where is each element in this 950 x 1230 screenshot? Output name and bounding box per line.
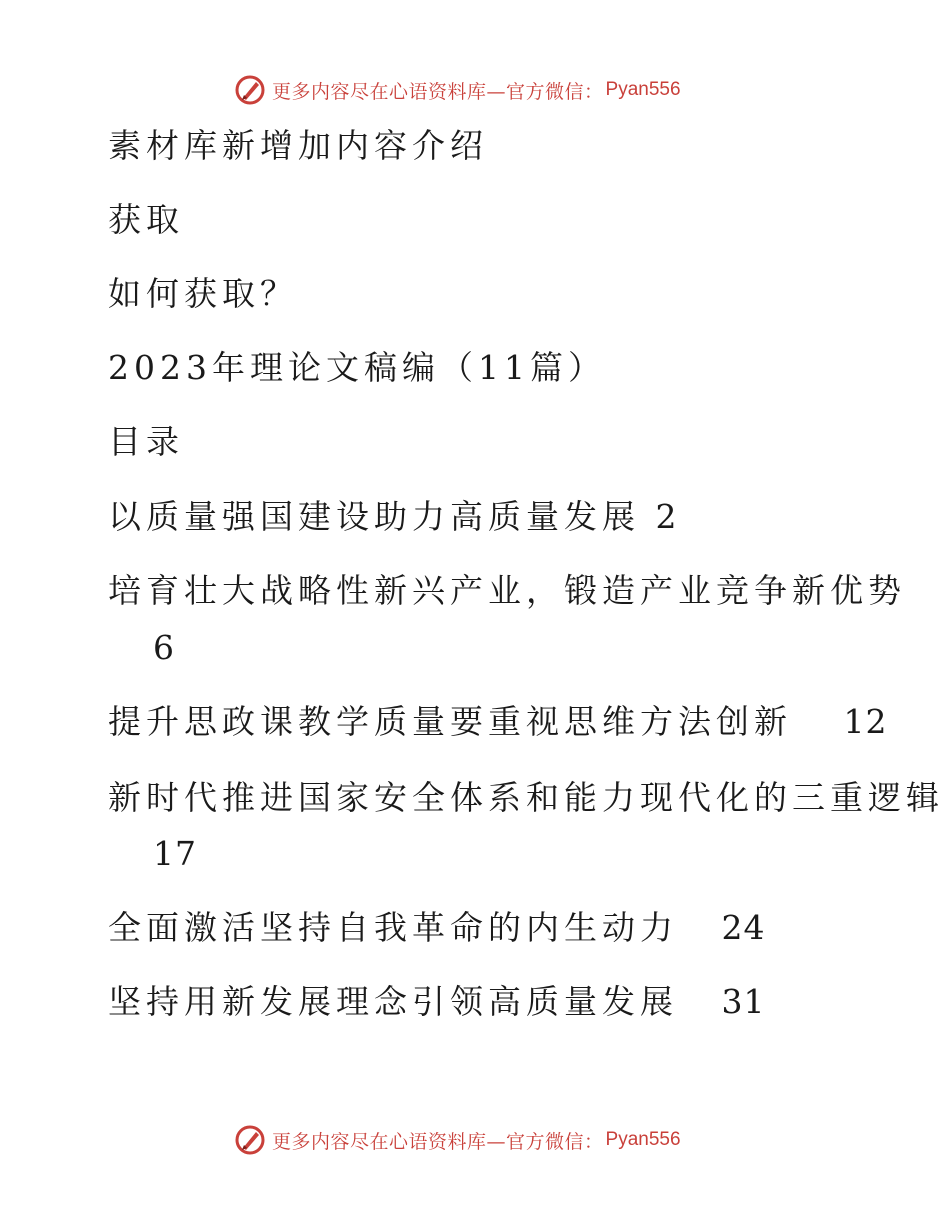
toc-entry-title: 新时代推进国家安全体系和能力现代化的三重逻辑	[108, 778, 944, 817]
toc-entry-title: 提升思政课教学质量要重视思维方法创新	[108, 702, 792, 741]
toc-entry-title: 全面激活坚持自我革命的内生动力	[108, 908, 678, 947]
toc-entry-page: 2	[655, 497, 678, 536]
toc-entry-3[interactable]	[108, 702, 888, 742]
how-to-get-line: 如何获取？	[108, 274, 298, 313]
toc-entry-2-page: 6	[153, 628, 175, 667]
toc-entry-4[interactable]	[108, 778, 944, 818]
toc-entry-1[interactable]	[108, 497, 678, 537]
watermark-wechat-id: Pyan556	[605, 79, 681, 100]
toc-entry-page: 31	[721, 982, 766, 1021]
toc-entry-5[interactable]	[108, 908, 766, 948]
toc-entry-2[interactable]	[108, 571, 906, 611]
toc-entry-page: 12	[843, 702, 888, 741]
toc-entry-title: 以质量强国建设助力高质量发展	[108, 497, 640, 536]
pen-logo-icon	[234, 74, 266, 106]
footer-watermark	[234, 1122, 681, 1158]
pen-logo-icon	[234, 1124, 266, 1156]
get-line: 获取	[108, 200, 184, 239]
header-watermark	[234, 72, 681, 108]
intro-line: 素材库新增加内容介绍	[108, 126, 488, 165]
toc-heading: 目录	[108, 422, 184, 461]
toc-entry-title: 坚持用新发展理念引领高质量发展	[108, 982, 678, 1021]
watermark-text: 更多内容尽在心语资料库—官方微信：	[272, 1130, 604, 1153]
watermark-text: 更多内容尽在心语资料库—官方微信：	[272, 80, 604, 103]
toc-entry-page: 24	[721, 908, 766, 947]
toc-entry-6[interactable]	[108, 982, 766, 1022]
toc-entry-4-page: 17	[153, 834, 197, 873]
toc-entry-title: 培育壮大战略性新兴产业，锻造产业竞争新优势	[108, 571, 906, 610]
collection-title: 2023年理论文稿编（11篇）	[108, 348, 606, 387]
watermark-wechat-id: Pyan556	[605, 1129, 681, 1150]
